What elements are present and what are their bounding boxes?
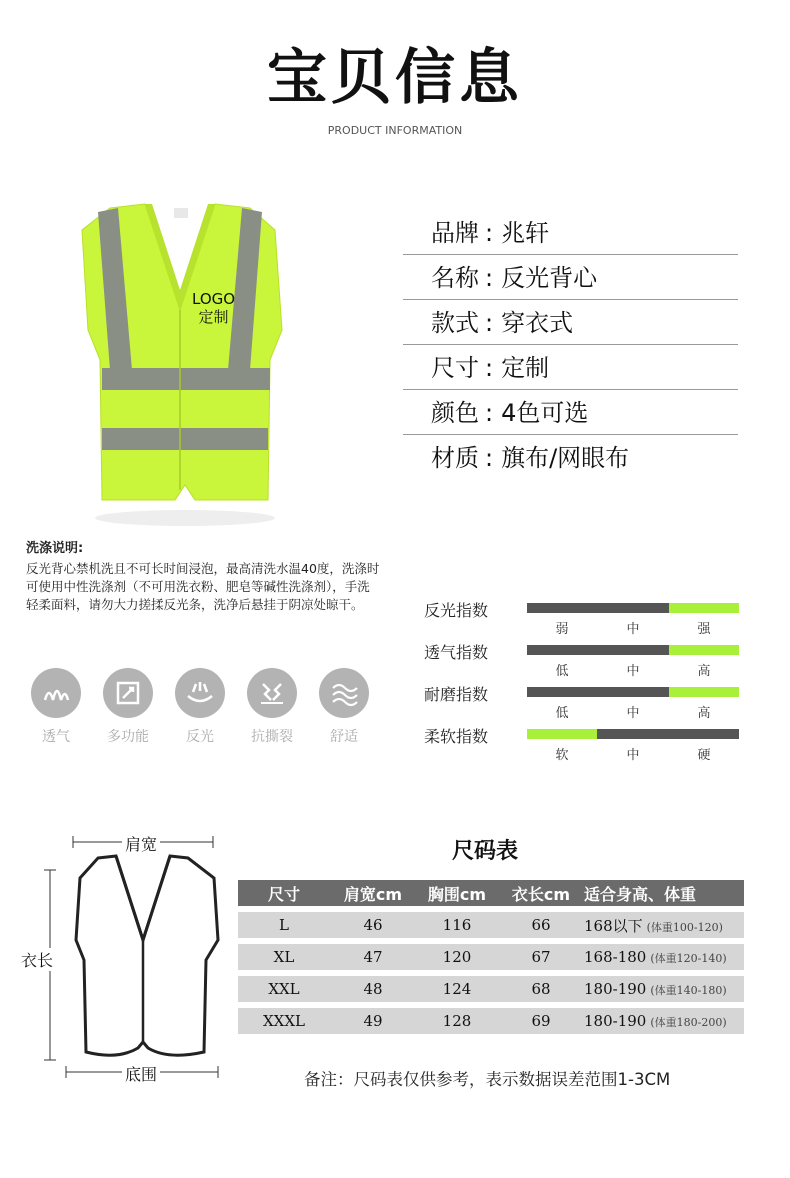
wash-title: 洗涤说明: [26, 541, 84, 556]
info-separator: : [485, 219, 494, 247]
feature-comfort [312, 668, 376, 746]
header-shoulder: 肩宽cm [343, 884, 403, 904]
multifunction-icon [103, 668, 153, 718]
cell-length: 68 [531, 980, 551, 998]
index-fill [669, 645, 739, 655]
info-label: 名称 [431, 264, 479, 292]
cell-chest: 124 [442, 980, 472, 998]
cell-size: XXL [268, 980, 300, 998]
info-label: 颜色 [431, 399, 479, 427]
cell-size: XXXL [263, 1012, 305, 1030]
cell-length: 67 [531, 948, 551, 966]
info-value: 兆轩 [501, 219, 550, 247]
header-length: 衣长cm [511, 884, 571, 904]
index-ticks [527, 744, 739, 763]
index-fill [669, 603, 739, 613]
index-label: 反光指数 [424, 601, 489, 620]
info-separator: : [485, 309, 494, 337]
tick-mid: 中 [626, 664, 640, 679]
feature-label: 舒适 [330, 729, 358, 745]
cell-fit [584, 948, 744, 966]
index-bar [527, 645, 739, 655]
cell-chest: 116 [442, 916, 472, 934]
info-separator: : [485, 399, 494, 427]
info-row-size [403, 345, 738, 390]
page-title: 宝贝信息 [267, 43, 523, 113]
vest-logo-text [192, 290, 235, 326]
logo-line2: 定制 [198, 308, 229, 326]
logo-line1: LOGO [192, 290, 236, 308]
size-chart-title: 尺码表 [451, 839, 518, 864]
tick-mid: 中 [626, 748, 640, 763]
cell-shoulder: 46 [363, 916, 383, 934]
feature-breathable [24, 668, 88, 746]
tick-high: 高 [697, 706, 711, 721]
info-label: 材质 [431, 444, 479, 472]
cell-length: 66 [531, 916, 551, 934]
cell-weight: (体重100-120) [646, 920, 723, 934]
info-separator: : [485, 264, 494, 292]
size-note: 备注：尺码表仅供参考，表示数据误差范围1-3CM [304, 1070, 671, 1089]
header-fit: 适合身高、体重 [584, 884, 697, 904]
cell-length: 69 [531, 1012, 551, 1030]
tick-low: 弱 [555, 622, 569, 637]
cell-size: L [279, 916, 289, 934]
feature-icons [24, 668, 374, 748]
index-ticks [527, 660, 739, 679]
info-row-color [403, 390, 738, 435]
index-ratings [424, 598, 744, 766]
index-label: 柔软指数 [424, 727, 489, 746]
table-header [238, 880, 744, 906]
info-separator: : [485, 444, 494, 472]
info-row-brand [403, 210, 738, 255]
product-info-list [403, 210, 738, 479]
index-ticks [527, 702, 739, 721]
index-row [424, 724, 744, 766]
tick-high: 硬 [697, 748, 711, 763]
info-label: 款式 [431, 309, 479, 337]
info-separator: : [485, 354, 494, 382]
index-row [424, 640, 744, 682]
vest-product-image [70, 190, 300, 530]
tick-low: 软 [555, 748, 569, 763]
cell-weight: (体重120-140) [650, 952, 727, 965]
comfort-icon [319, 668, 369, 718]
index-bar [527, 603, 739, 613]
header-size: 尺寸 [267, 884, 300, 904]
info-value: 4色可选 [501, 399, 589, 427]
table-row [238, 976, 744, 1002]
wash-text: 反光背心禁机洗且不可长时间浸泡，最高清洗水温40度，洗涤时可使用中性洗涤剂（不可用洗衣粉、肥皂等碱性洗涤剂），手洗轻柔面料，请勿大力搓揉反光条，洗净后悬挂于阴凉处晾干。 [26, 561, 380, 612]
cell-chest: 120 [442, 948, 472, 966]
info-label: 品牌 [431, 219, 479, 247]
cell-chest: 128 [442, 1012, 472, 1030]
hem-label: 底围 [122, 1062, 160, 1085]
cell-weight: (体重140-180) [650, 984, 727, 997]
size-diagram [18, 830, 228, 1090]
tear-resistant-icon [247, 668, 297, 718]
reflective-icon [175, 668, 225, 718]
cell-height: 168-180 [584, 948, 647, 966]
info-value: 定制 [501, 354, 550, 382]
cell-height: 180-190 [584, 980, 647, 998]
cell-fit [584, 980, 744, 998]
info-row-name [403, 255, 738, 300]
tick-high: 高 [697, 664, 711, 679]
info-label: 尺寸 [431, 354, 479, 382]
index-label: 耐磨指数 [424, 685, 489, 704]
index-fill [527, 729, 597, 739]
cell-fit [584, 915, 744, 936]
index-bar [527, 729, 739, 739]
index-row [424, 682, 744, 724]
index-label: 透气指数 [424, 643, 489, 662]
tick-mid: 中 [626, 622, 640, 637]
size-chart-table [238, 880, 744, 1034]
length-label: 衣长 [18, 948, 56, 971]
tick-mid: 中 [626, 706, 640, 721]
info-row-material [403, 435, 738, 479]
feature-label: 反光 [186, 729, 214, 745]
tick-high: 强 [697, 622, 711, 637]
tick-low: 低 [555, 664, 569, 679]
cell-fit [584, 1012, 744, 1030]
tick-low: 低 [555, 706, 569, 721]
table-row [238, 944, 744, 970]
cell-shoulder: 49 [363, 1012, 383, 1030]
wash-instructions [26, 540, 381, 614]
feature-label: 透气 [42, 729, 70, 745]
header-chest: 胸围cm [427, 884, 487, 904]
info-value: 反光背心 [501, 264, 598, 292]
page-subtitle: PRODUCT INFORMATION [327, 124, 463, 137]
breathable-icon [31, 668, 81, 718]
shoulder-label: 肩宽 [122, 832, 160, 855]
feature-label: 抗撕裂 [251, 729, 293, 745]
index-bar [527, 687, 739, 697]
feature-tear-resistant [240, 668, 304, 746]
feature-label: 多功能 [107, 729, 149, 745]
cell-weight: (体重180-200) [650, 1016, 727, 1029]
table-row [238, 1008, 744, 1034]
feature-reflective [168, 668, 232, 746]
cell-shoulder: 48 [363, 980, 383, 998]
info-row-style [403, 300, 738, 345]
cell-height: 180-190 [584, 1012, 647, 1030]
cell-shoulder: 47 [363, 948, 383, 966]
info-value: 旗布/网眼布 [501, 444, 630, 472]
table-row [238, 912, 744, 938]
cell-height: 168以下 [584, 916, 643, 935]
feature-multifunction [96, 668, 160, 746]
cell-size: XL [273, 948, 295, 966]
info-value: 穿衣式 [501, 309, 574, 337]
index-row [424, 598, 744, 640]
index-fill [669, 687, 739, 697]
index-ticks [527, 618, 739, 637]
